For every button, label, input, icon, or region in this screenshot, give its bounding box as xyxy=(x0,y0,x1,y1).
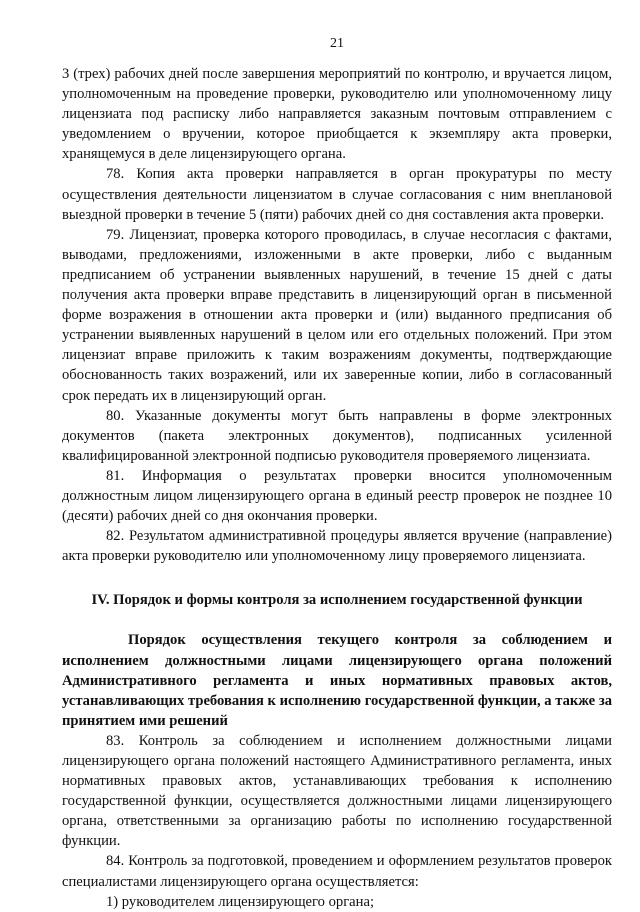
list-item-1: 1) руководителем лицензирующего органа; xyxy=(106,893,375,910)
paragraph-continuation: 3 (трех) рабочих дней после завершения мероприятий по контролю, и вручается лицом, уполномоченным на проведение проверки, руководителю или уполномоченному лицу лицензиата под расписку либо направляется заказным почтовым отправлением с уведомлением о вручении, которое приобщается к экземпляру акта проверки, хранящемуся в деле лицензирующего органа. xyxy=(62,66,612,163)
section-title: IV. Порядок и формы контроля за исполнением государственной функции xyxy=(91,592,583,609)
paragraph-83: 83. Контроль за соблюдением и исполнением должностными лицами лицензирующего органа положений настоящего Административного регламента, иных нормативных правовых актов, устанавливающих требования к исполнению государственной функции, осуществляется должностными лицами лицензирующего органа, ответственными за организацию работы по исполнению государственной функции. xyxy=(62,732,612,850)
paragraph-81: 81. Информация о результатах проверки вносится уполномоченным должностным лицом лицензирующего органа в единый реестр проверок не позднее 10 (десяти) рабочих дней со дня окончания проверки. xyxy=(62,467,612,525)
document-body xyxy=(62,64,612,912)
subsection-title: Порядок осуществления текущего контроля за соблюдением и исполнением должностными лицами лицензирующего органа положений Административного регламента и иных нормативных правовых актов, устанавливающих требования к исполнению государственной функции, а также за принятием ими решений xyxy=(62,632,612,729)
paragraph-84: 84. Контроль за подготовкой, проведением и оформлением результатов проверок специалистами лицензирующего органа осуществляется: xyxy=(62,853,612,890)
paragraph-80: 80. Указанные документы могут быть направлены в форме электронных документов (пакета электронных документов), подписанных усиленной квалифицированной электронной подписью руководителя проверяемого лицензиата. xyxy=(62,407,612,464)
paragraph-82: 82. Результатом административной процедуры является вручение (направление) акта проверки руководителю или уполномоченному лицу проверяемого лицензиата. xyxy=(62,528,612,565)
page-number: 21 xyxy=(330,36,344,51)
paragraph-78: 78. Копия акта проверки направляется в орган прокуратуры по месту осуществления деятельности лицензиатом в случае согласования с ним внеплановой выездной проверки в течение 5 (пяти) рабочих дней со дня составления акта проверки. xyxy=(62,166,612,223)
paragraph-79: 79. Лицензиат, проверка которого проводилась, в случае несогласия с фактами, выводами, предложениями, изложенными в акте проверки, либо с выданным предписанием об устранении выявленных нарушений, в течение 15 дней с даты получения акта проверки вправе представить в лицензирующий орган в письменной форме возражения в отношении акта проверки и (или) выданного предписания об устранении выявленных нарушений в целом или его отдельных положений. При этом лицензиат вправе приложить к таким возражениям документы, подтверждающие обоснованность таких возражений, или их заверенные копии, либо в согласованный срок передать их в лицензирующий орган. xyxy=(62,226,612,404)
